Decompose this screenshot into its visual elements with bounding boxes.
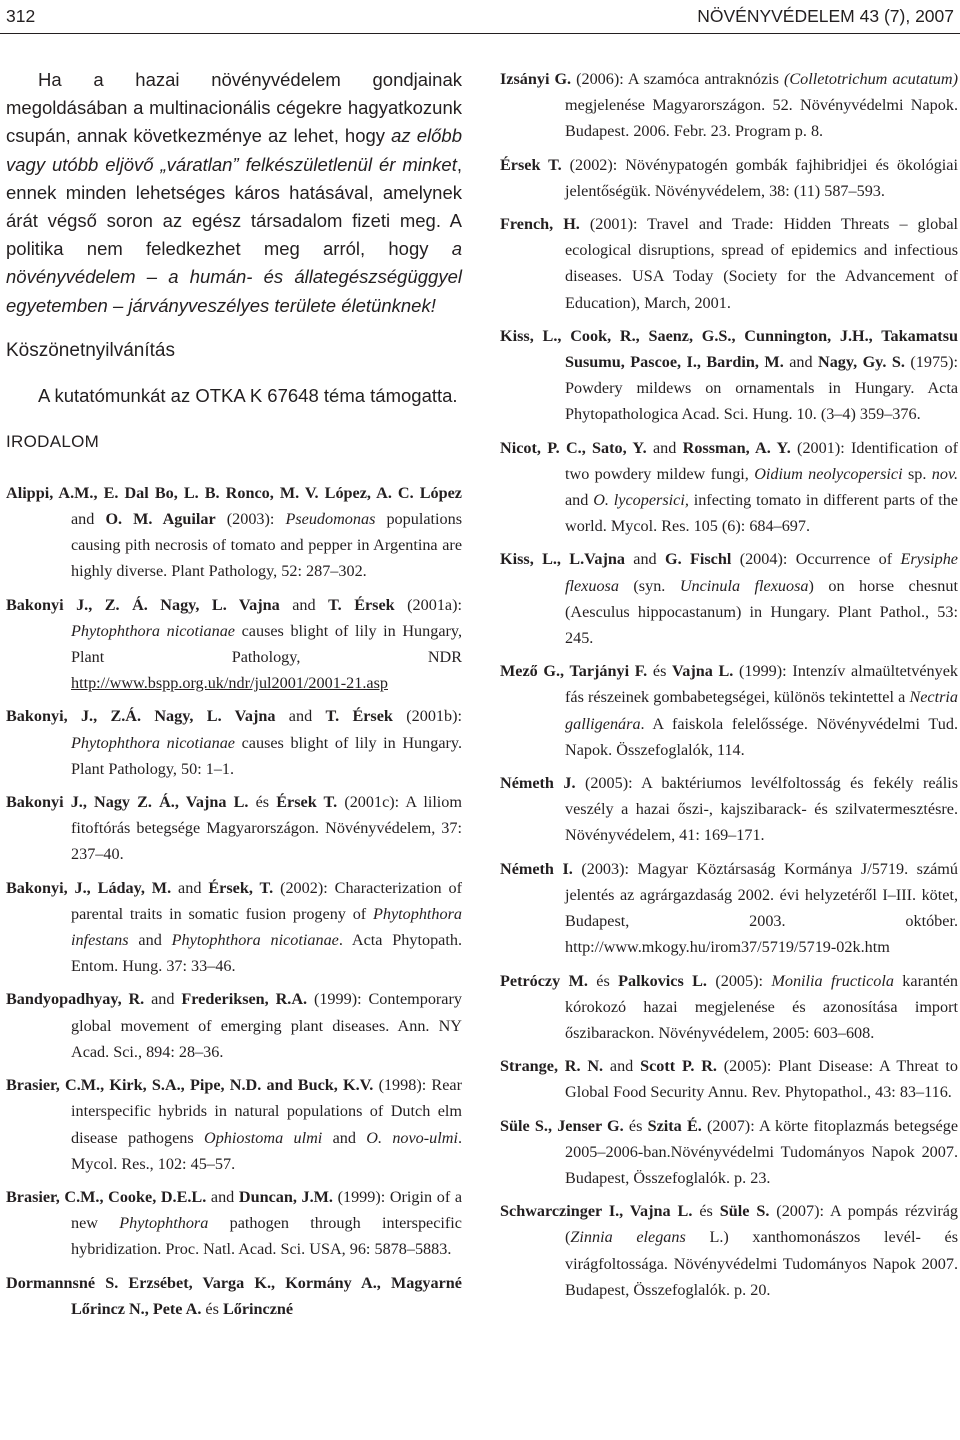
header-rule <box>0 33 960 34</box>
text-run: populations causing pith necrosis of tomato and pepper in Argentina are highly diverse. Plant Pathology, 52: 287–302. <box>71 510 463 581</box>
text-run: (2001b): <box>392 707 462 726</box>
italic-run: Oidium neolycopersici <box>754 464 903 483</box>
text-run: (2005): Plant Disease: A Threat to Global Food Security Annu. Rev. Phytopathol., 43: 83–116. <box>565 1057 958 1102</box>
text-run: (2005): A baktériumos levélfoltosság és fekély reális veszély a hazai őszi-, kajszibarack- és szilvatermesztésre. Növényvédelem, 41: 169–171. <box>565 774 958 845</box>
reference-entry <box>500 1198 958 1303</box>
author-run: Bakonyi, J., Z.Á. Nagy, L. Vajna <box>6 707 276 726</box>
author-run: Dormannsné S. Erzsébet, Varga K., Kormány A., Magyarné Lőrincz N., Pete A. <box>6 1273 462 1318</box>
author-run: Nicot, P. C., Sato, Y. <box>500 438 647 457</box>
reference-list-left <box>6 480 462 1322</box>
text-run: (2002): Characterization of parental traits in somatic fusion progeny of <box>71 878 463 923</box>
text-run: (1999): Origin of a new <box>71 1187 463 1233</box>
text-run: és <box>692 1202 720 1221</box>
italic-run: O. lycopersici, <box>593 491 689 510</box>
author-run: Nagy, Gy. S. <box>818 353 905 372</box>
reference-entry <box>500 323 958 428</box>
reference-entry <box>6 875 462 980</box>
text-run: (2001a): <box>394 595 462 614</box>
reference-entry <box>500 658 958 763</box>
author-run: Bakonyi J., Nagy Z. Á., Vajna L. <box>6 793 249 812</box>
author-run: T. Érsek <box>328 595 395 614</box>
italic-run: Phytophthora nicotianae <box>171 931 339 950</box>
reference-entry <box>500 66 958 145</box>
text-run: and <box>624 550 665 569</box>
text-run: (syn. <box>618 576 680 595</box>
italic-run: Phytophthora nicotianae <box>71 621 235 640</box>
author-run: Süle S. <box>719 1202 770 1221</box>
text-run: and <box>603 1057 641 1076</box>
text-run: (1999): Contemporary global movement of emerging plant diseases. Ann. NY Acad. Sci., 894: 28–36. <box>71 990 462 1061</box>
author-run: Érsek T. <box>500 155 562 174</box>
italic-run: (Colletotrichum acutatum) <box>783 70 958 88</box>
journal-title: NÖVÉNYVÉDELEM 43 (7), 2007 <box>697 6 954 26</box>
reference-entry <box>6 1072 462 1177</box>
author-run: G. Fischl <box>665 550 732 569</box>
reference-entry <box>6 789 462 868</box>
italic-run: Ophiostoma ulmi <box>204 1128 323 1147</box>
italic-run: Zinnia elegans <box>570 1228 686 1247</box>
text-run: and <box>275 707 326 726</box>
text-run: (2007): A pompás rézvirág ( <box>565 1202 958 1247</box>
author-run: Németh I. <box>500 859 573 878</box>
author-run: Érsek, T. <box>208 878 274 897</box>
text-run: and <box>144 990 182 1009</box>
author-run: Bandyopadhyay, R. <box>6 990 145 1009</box>
text-run: and <box>565 491 594 510</box>
reference-entry <box>6 1270 462 1322</box>
text-run: (1999): Intenzív almaültetvények fás részeinek gombabetegségei, különös tekintettel a <box>565 662 958 707</box>
text-run: és <box>587 971 619 990</box>
text-run: (1998): Rear interspecific hybrids in natural populations of Dutch elm disease pathogens <box>71 1076 462 1147</box>
author-run: Érsek T. <box>276 793 338 812</box>
text-run: és <box>623 1116 648 1135</box>
author-run: Bakonyi, J., Láday, M. <box>6 878 172 897</box>
author-run: Mező G., Tarjányi F. <box>500 662 648 681</box>
author-run: Petróczy M. <box>500 971 588 990</box>
text-run: causes blight of lily in Hungary. Plant Pathology, 50: 1–1. <box>71 733 462 778</box>
reference-entry <box>6 592 462 697</box>
text-run: (2002): Növénypatogén gombák fajhibridjei és ökológiai jelentőségük. Növényvédelem, 38: (11) 587–593. <box>561 155 958 200</box>
author-run: Süle S., Jenser G. <box>500 1116 624 1135</box>
reference-entry <box>500 546 958 651</box>
references-heading: IRODALOM <box>6 431 100 451</box>
reference-entry <box>6 480 462 585</box>
text-run: . Acta Phytopath. Entom. Hung. 37: 33–46. <box>71 931 462 976</box>
italic-run: nov. <box>931 464 959 483</box>
italic-run: a növényvédelem – a humán- és állategészségüggyel egyetemben – járványveszélyes területe életünknek! <box>6 238 462 316</box>
author-run: Duncan, J.M. <box>238 1187 333 1206</box>
text-run: . Mycol. Res., 102: 45–57. <box>71 1128 462 1173</box>
reference-entry <box>500 435 958 540</box>
author-run: Strange, R. N. <box>500 1057 604 1076</box>
reference-entry <box>500 152 958 204</box>
italic-run: Phytophthora <box>119 1214 209 1233</box>
text-run: L.) xanthomonászos levél- és virágfoltossága. Növényvédelmi Tudományos Napok 2007. Budapest, Összefoglalók. p. 20. <box>565 1228 958 1299</box>
author-run: Kiss, L., L.Vajna <box>500 550 625 569</box>
text-run: and <box>128 931 172 950</box>
author-run: Palkovics L. <box>618 971 707 990</box>
italic-run: az előbb vagy utóbb eljövő „váratlan” felkészületlenül ér minket <box>6 125 462 175</box>
author-run: Brasier, C.M., Kirk, S.A., Pipe, N.D. and Buck, K.V. <box>6 1076 374 1095</box>
author-run: Brasier, C.M., Cooke, D.E.L. <box>6 1187 207 1206</box>
italic-run: Phytophthora nicotianae <box>71 733 235 752</box>
text-run: and <box>322 1128 367 1147</box>
text-run: , ennek minden lehetséges káros hatásával, amelynek árát végső soron az egész társadalom fizeti meg. A politika nem feledkezhet meg arról, hogy <box>6 153 462 260</box>
author-run: Kiss, L., Cook, R., Saenz, G.S., Cunnington, J.H., Takamatsu Susumu, Pascoe, I., Bardin, M. <box>500 326 958 372</box>
acknowledgement-text: A kutatómunkát az OTKA K 67648 téma támogatta. <box>38 384 458 406</box>
acknowledgement-heading: Köszönetnyilvánítás <box>6 339 175 361</box>
reference-entry <box>500 1113 958 1192</box>
italic-run: Monilia fructicola <box>771 971 894 990</box>
text-run: causes blight of lily in Hungary, Plant Pathology, NDR <box>71 621 462 667</box>
reference-entry <box>6 703 462 782</box>
italic-run: O. novo-ulmi <box>366 1128 458 1147</box>
text-run: (2003): <box>215 510 286 529</box>
text-run: (2003): Magyar Köztársaság Kormánya J/5719. számú jelentés az agrárgazdaság 2002. évi helyzetéről I–III. kötet, Budapest, 2003. október. http://www.mkogy.hu/irom37/5719/5719-02k.htm <box>565 859 958 957</box>
text-run: (2001c): A liliom fitoftórás betegsége Magyarországon. Növényvédelem, 37: 237–40. <box>71 793 462 864</box>
italic-run: Pseudomonas <box>285 510 376 529</box>
running-header <box>0 0 960 34</box>
text-run: (2004): Occurrence of <box>731 550 901 569</box>
reference-entry <box>500 211 958 316</box>
text-run: pathogen through interspecific hybridization. Proc. Natl. Acad. Sci. USA, 96: 5878–5883. <box>71 1214 462 1259</box>
text-run: infecting tomato in different parts of the world. Mycol. Res. 105 (6): 684–697. <box>565 491 958 536</box>
author-run: O. M. Aguilar <box>105 510 216 529</box>
author-run: Frederiksen, R.A. <box>181 990 308 1009</box>
reference-entry <box>6 986 462 1065</box>
text-run: és <box>647 662 673 681</box>
reference-list-right <box>500 66 958 1303</box>
author-run: T. Érsek <box>325 707 393 726</box>
text-run: (1975): Powdery mildews on ornamentals in Hungary. Acta Phytopathologica Acad. Sci. Hung. 10. (3–4) 359–376. <box>565 353 959 424</box>
author-run: Schwarczinger I., Vajna L. <box>500 1202 693 1221</box>
text-run: megjelenése Magyarországon. 52. Növényvédelmi Napok. Budapest. 2006. Febr. 23. Program p. 8. <box>565 96 958 141</box>
author-run: Scott P. R. <box>640 1057 717 1076</box>
reference-entry <box>500 856 958 961</box>
text-run: ) on horse chesnut (Aesculus hippocastanum) in Hungary. Plant Pathol., 53: 245. <box>565 576 958 648</box>
italic-run: Phytophthora infestans <box>71 904 462 950</box>
text-run: (2007): A körte fitoplazmás betegsége 2005–2006-ban.Növényvédelmi Tudományos Napok 2007. Budapest, Összefoglalók. p. 23. <box>565 1116 958 1187</box>
reference-entry <box>500 1053 958 1105</box>
text-run: and <box>206 1187 239 1206</box>
link-run: http://www.bspp.org.uk/ndr/jul2001/2001-21.asp <box>71 674 388 693</box>
text-run: (2001): Travel and Trade: Hidden Threats – global ecological disruptions, spread of epidemics and infectious diseases. USA Today (Society for the Advancement of Education), March, 2001. <box>565 215 959 312</box>
text-run: (2006): A szamóca antraknózis <box>571 70 784 88</box>
author-run: Alippi, A.M., E. Dal Bo, L. B. Ronco, M. V. López, A. C. López <box>6 483 462 502</box>
text-run: és <box>248 793 277 812</box>
text-run: karantén kórokozó hazai megjelenése és azonosítása import őszibarackon. Növényvédelem, 2005: 603–608. <box>565 971 959 1042</box>
author-run: French, H. <box>500 215 580 234</box>
text-run: (2005): <box>706 971 772 990</box>
text-run: and <box>783 353 819 372</box>
intro-paragraph <box>6 66 462 320</box>
text-run: sp. <box>902 464 932 483</box>
text-run: and <box>279 595 329 614</box>
text-run: and <box>71 510 106 529</box>
author-run: Szita É. <box>647 1116 702 1135</box>
text-run: (2001): Identification of two powdery mildew fungi, <box>565 438 958 483</box>
italic-run: Nectria galligenára <box>565 688 958 733</box>
author-run: Rossman, A. Y. <box>682 438 791 457</box>
italic-run: Erysiphe flexuosa <box>565 550 958 595</box>
text-run: és <box>201 1299 223 1318</box>
text-run: Ha a hazai növényvédelem gondjainak megoldásában a multinacionális cégekre hagyatkozunk csupán, annak következménye az lehet, hogy <box>6 69 462 147</box>
reference-entry <box>6 1184 462 1263</box>
author-run: Vajna L. <box>672 662 734 681</box>
left-column <box>6 66 462 1329</box>
author-run: Németh J. <box>500 774 576 793</box>
text-run: and <box>646 438 683 457</box>
right-column <box>500 66 958 1310</box>
author-run: Bakonyi J., Z. Á. Nagy, L. Vajna <box>6 595 280 614</box>
reference-entry <box>500 770 958 849</box>
author-run: Lőrinczné <box>222 1299 294 1318</box>
reference-entry <box>500 968 958 1047</box>
author-run: Izsányi G. <box>500 70 572 88</box>
page-number: 312 <box>6 6 36 26</box>
text-run: . A faiskola felelőssége. Növényvédelmi Tud. Napok. Összefoglalók, 114. <box>565 714 958 759</box>
text-run: and <box>171 878 209 897</box>
italic-run: Uncinula flexuosa <box>679 576 809 595</box>
